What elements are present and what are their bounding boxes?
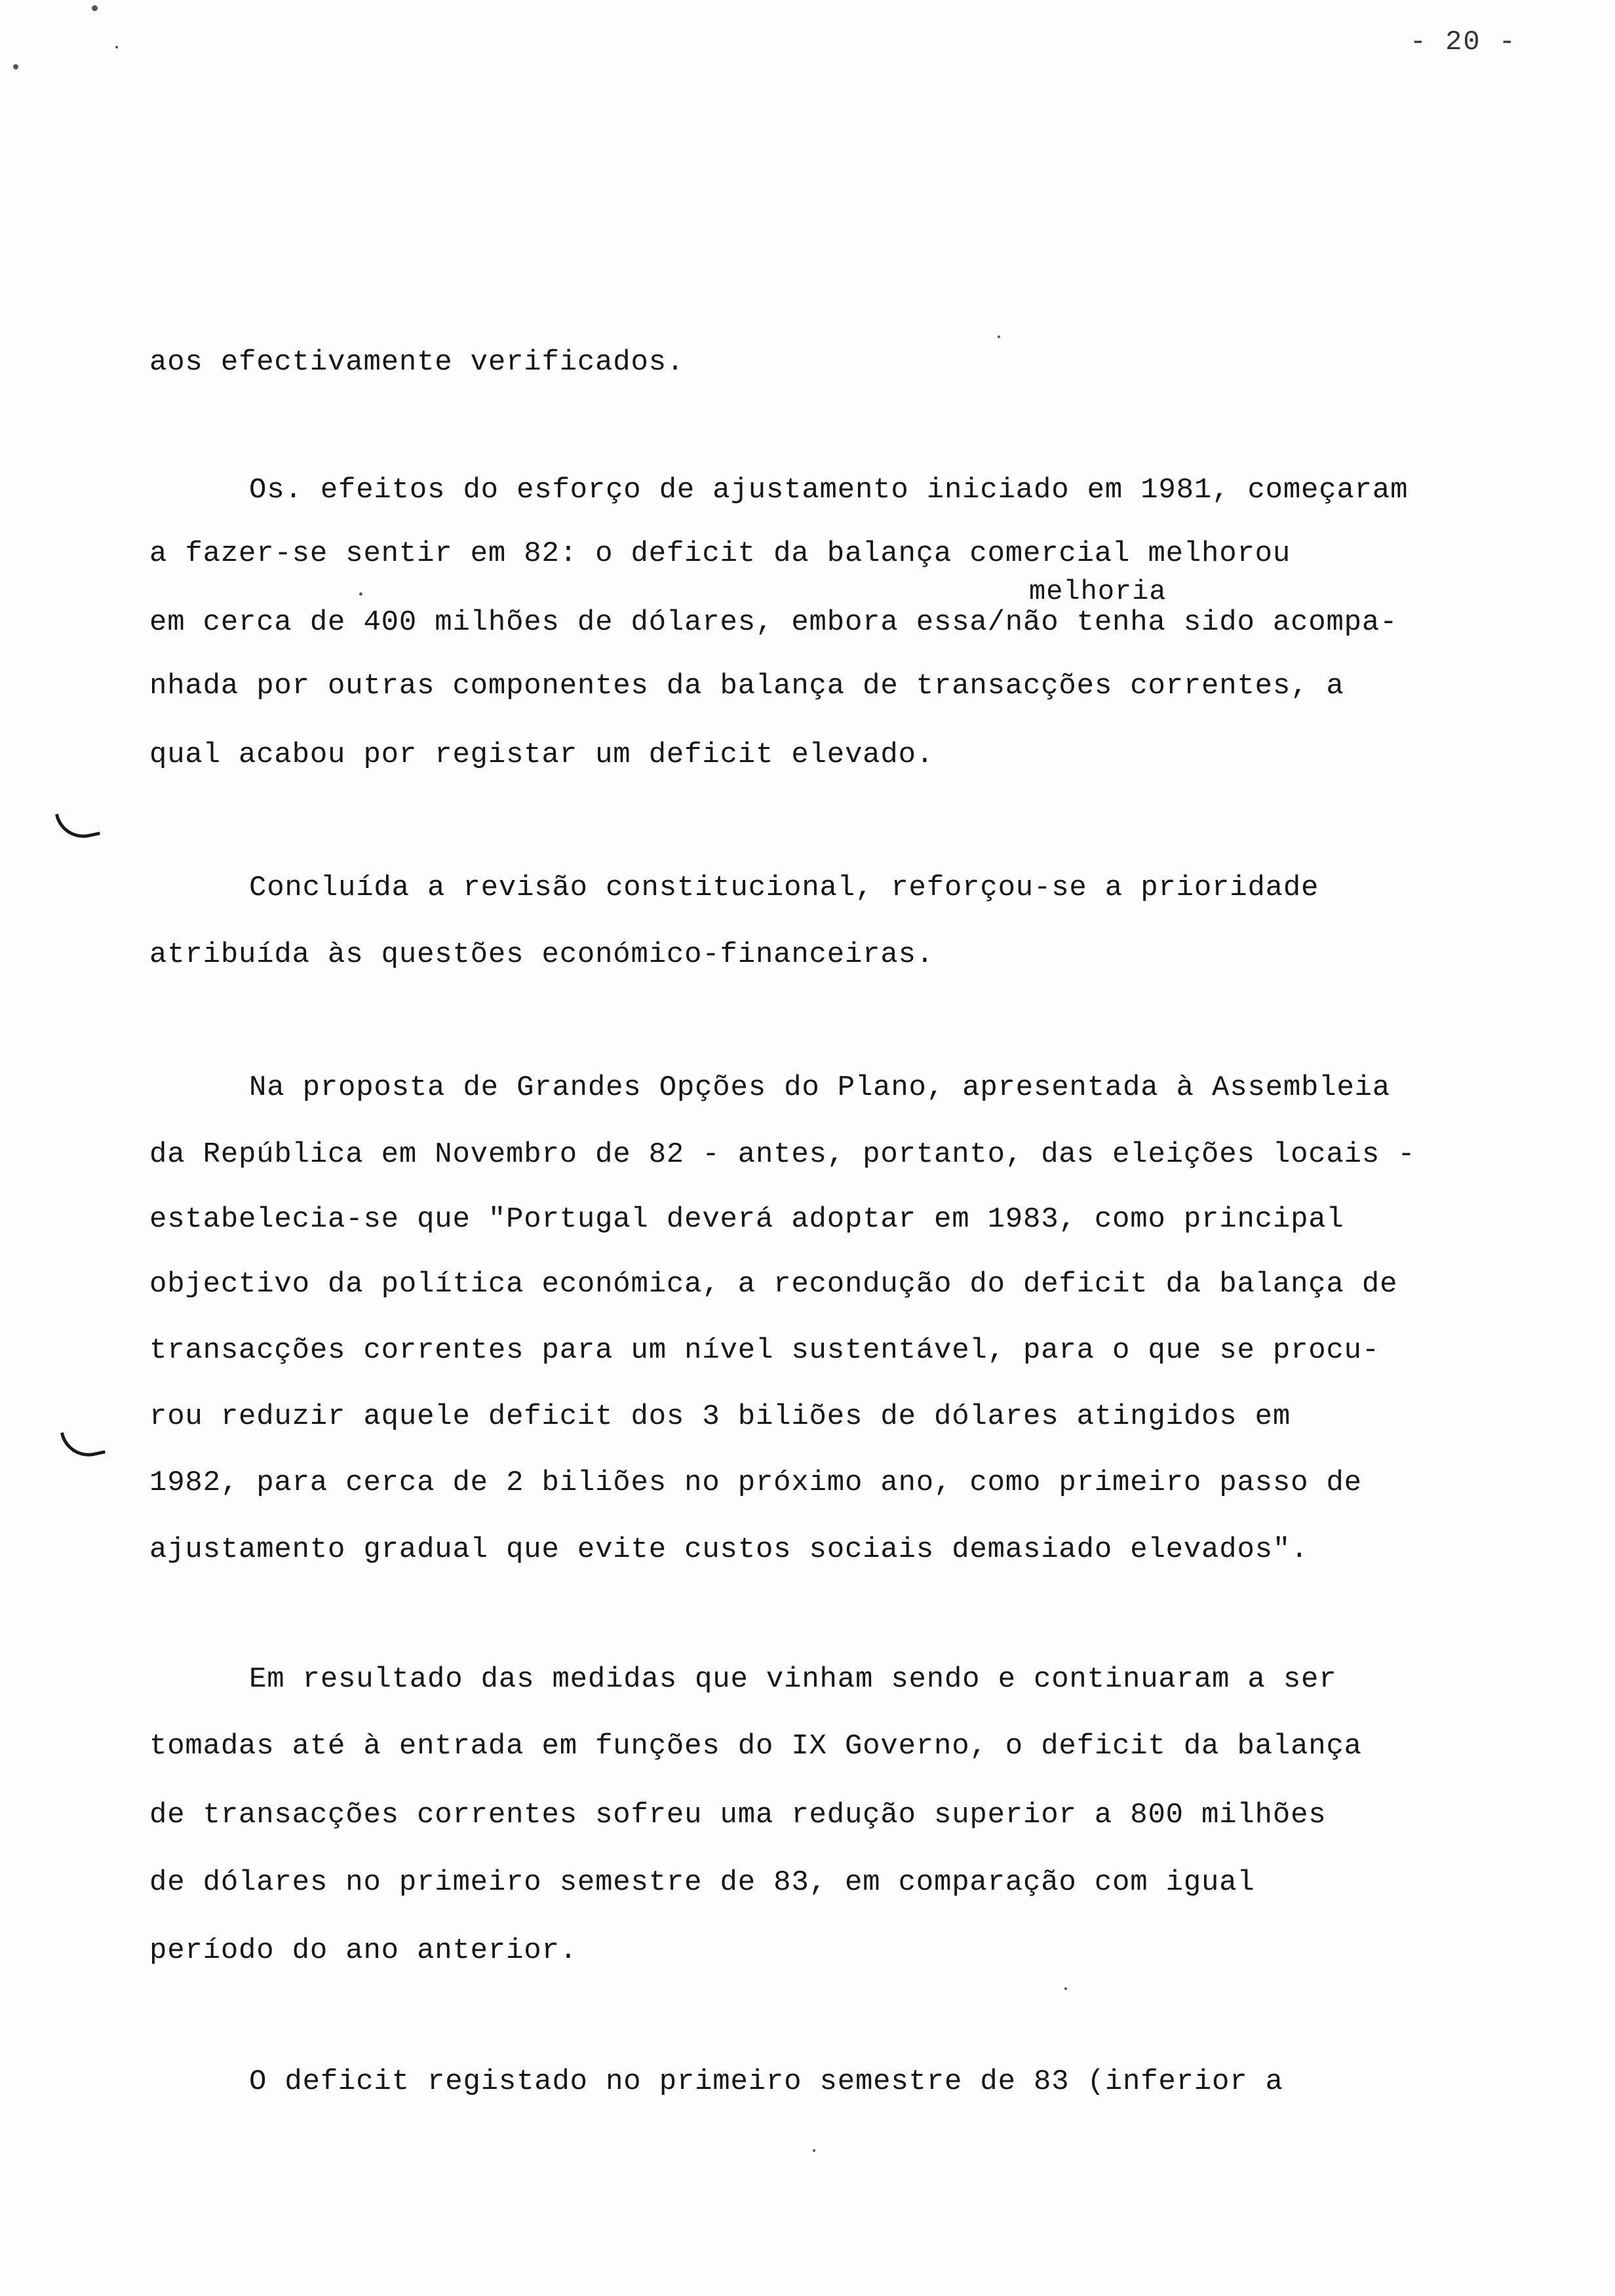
paragraph-line: Concluída a revisão constitucional, reforçou-se a prioridade xyxy=(249,871,1319,904)
paragraph-line: período do ano anterior. xyxy=(149,1934,577,1967)
scan-speck xyxy=(359,592,362,596)
paragraph-line: 1982, para cerca de 2 biliões no próximo ano, como primeiro passo de xyxy=(149,1466,1362,1499)
paragraph-line: tomadas até à entrada em funções do IX Governo, o deficit da balança xyxy=(149,1730,1362,1763)
paragraph-line: Na proposta de Grandes Opções do Plano, apresentada à Assembleia xyxy=(249,1071,1391,1104)
paragraph-line: nhada por outras componentes da balança de transacções correntes, a xyxy=(149,670,1344,702)
paragraph-line: O deficit registado no primeiro semestre de 83 (inferior a xyxy=(249,2065,1283,2098)
paragraph-line: a fazer-se sentir em 82: o deficit da balança comercial melhorou xyxy=(149,537,1291,570)
scan-speck xyxy=(1064,1987,1067,1990)
scan-speck xyxy=(13,64,18,69)
paragraph-line: da República em Novembro de 82 - antes, portanto, das eleições locais - xyxy=(149,1138,1416,1171)
margin-mark xyxy=(60,1425,106,1462)
interlinear-insertion: melhoria xyxy=(1029,576,1167,607)
paragraph-line: transacções correntes para um nível sustentável, para o que se procu- xyxy=(149,1334,1380,1367)
scan-speck xyxy=(998,335,1000,338)
paragraph-line: Em resultado das medidas que vinham sendo e continuaram a ser xyxy=(249,1663,1337,1696)
paragraph-line: objectivo da política económica, a recondução do deficit da balança de xyxy=(149,1268,1398,1301)
margin-mark xyxy=(55,806,100,843)
scan-speck xyxy=(92,5,98,11)
paragraph-line: atribuída às questões económico-financeiras. xyxy=(149,938,934,971)
paragraph-line: ajustamento gradual que evite custos sociais demasiado elevados". xyxy=(149,1533,1309,1566)
page-number: - 20 - xyxy=(1409,26,1517,58)
paragraph-line: estabelecia-se que "Portugal deverá adoptar em 1983, como principal xyxy=(149,1203,1344,1236)
paragraph-line: rou reduzir aquele deficit dos 3 biliões de dólares atingidos em xyxy=(149,1400,1291,1433)
scan-speck xyxy=(115,46,118,48)
paragraph-line: de transacções correntes sofreu uma redução superior a 800 milhões xyxy=(149,1799,1327,1831)
paragraph-line: de dólares no primeiro semestre de 83, em comparação com igual xyxy=(149,1866,1255,1899)
paragraph-line: qual acabou por registar um deficit elevado. xyxy=(149,738,934,771)
scan-speck xyxy=(813,2149,815,2152)
paragraph-line: em cerca de 400 milhões de dólares, embora essa/não tenha sido acompa- xyxy=(149,606,1398,639)
paragraph-line: Os. efeitos do esforço de ajustamento iniciado em 1981, começaram xyxy=(249,474,1409,507)
paragraph-line: aos efectivamente verificados. xyxy=(149,346,685,379)
